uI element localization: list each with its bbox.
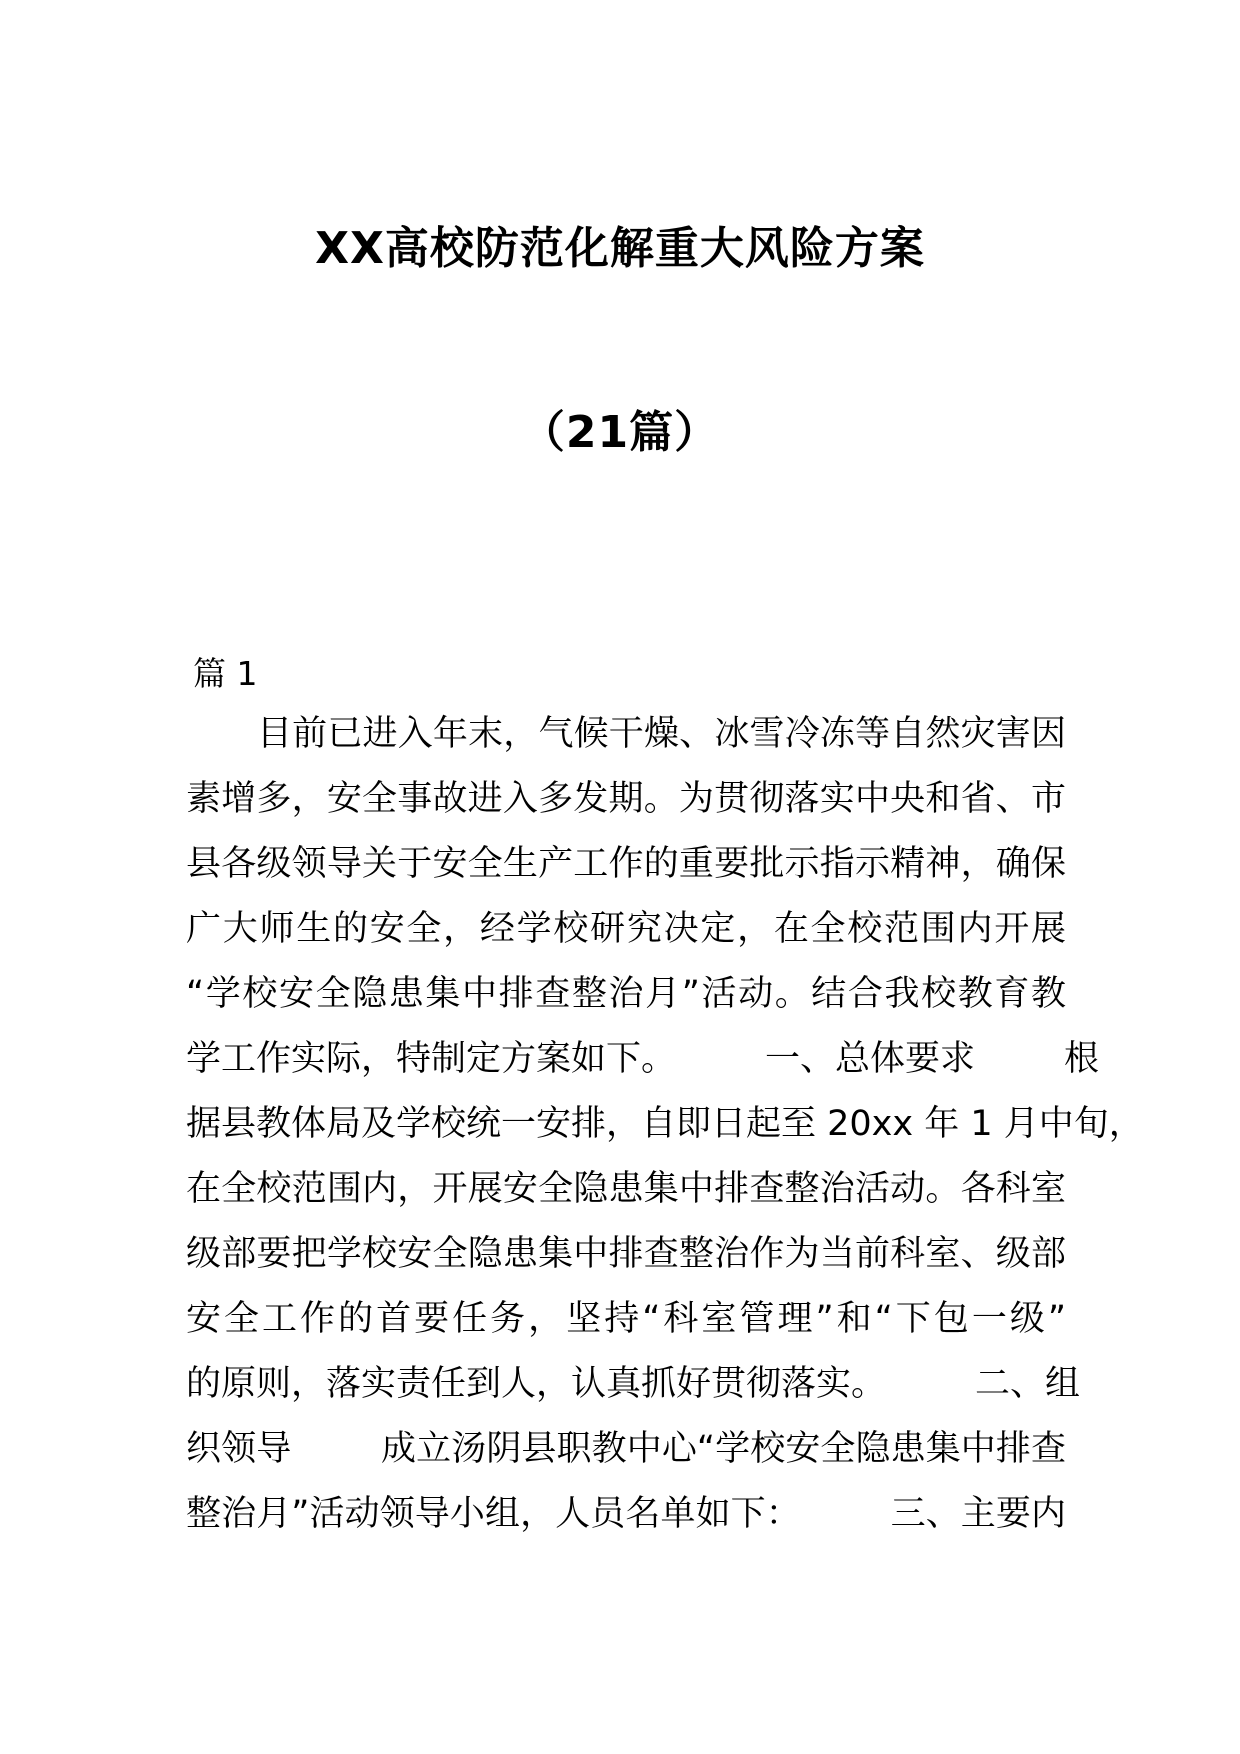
section-label: 篇 1 (193, 654, 258, 693)
body-line: 素增多，安全事故进入多发期。为贯彻落实中央和省、市 (186, 779, 1066, 819)
body-line: 目前已进入年末，气候干燥、冰雪冷冻等自然灾害因 (257, 714, 1066, 754)
body-line: “学校安全隐患集中排查整治月”活动。结合我校教育教 (186, 974, 1066, 1014)
body-line: 的原则，落实责任到人，认真抓好贯彻落实。 二、组 (186, 1364, 1081, 1404)
body-line: 在全校范围内，开展安全隐患集中排查整治活动。各科室 (186, 1169, 1066, 1209)
body-line: 安全工作的首要任务，坚持“科室管理”和“下包一级” (186, 1299, 1066, 1339)
body-line: 学工作实际，特制定方案如下。 一、总体要求 根 (186, 1039, 1100, 1079)
body-line: 织领导 成立汤阴县职教中心“学校安全隐患集中排查 (186, 1429, 1066, 1469)
body-line: 县各级领导关于安全生产工作的重要批示指示精神，确保 (186, 844, 1066, 884)
body-line: 整治月”活动领导小组，人员名单如下： 三、主要内 (186, 1494, 1066, 1534)
body-line: 广大师生的安全，经学校研究决定，在全校范围内开展 (186, 909, 1066, 949)
body-paragraph (186, 702, 1144, 1547)
document-subtitle: （21篇） (520, 407, 720, 458)
body-line: 级部要把学校安全隐患集中排查整治作为当前科室、级部 (186, 1234, 1066, 1274)
document-title: XX高校防范化解重大风险方案 (315, 223, 925, 274)
body-line: 据县教体局及学校统一安排，自即日起至 20xx 年 1 月中旬， (186, 1104, 1144, 1144)
